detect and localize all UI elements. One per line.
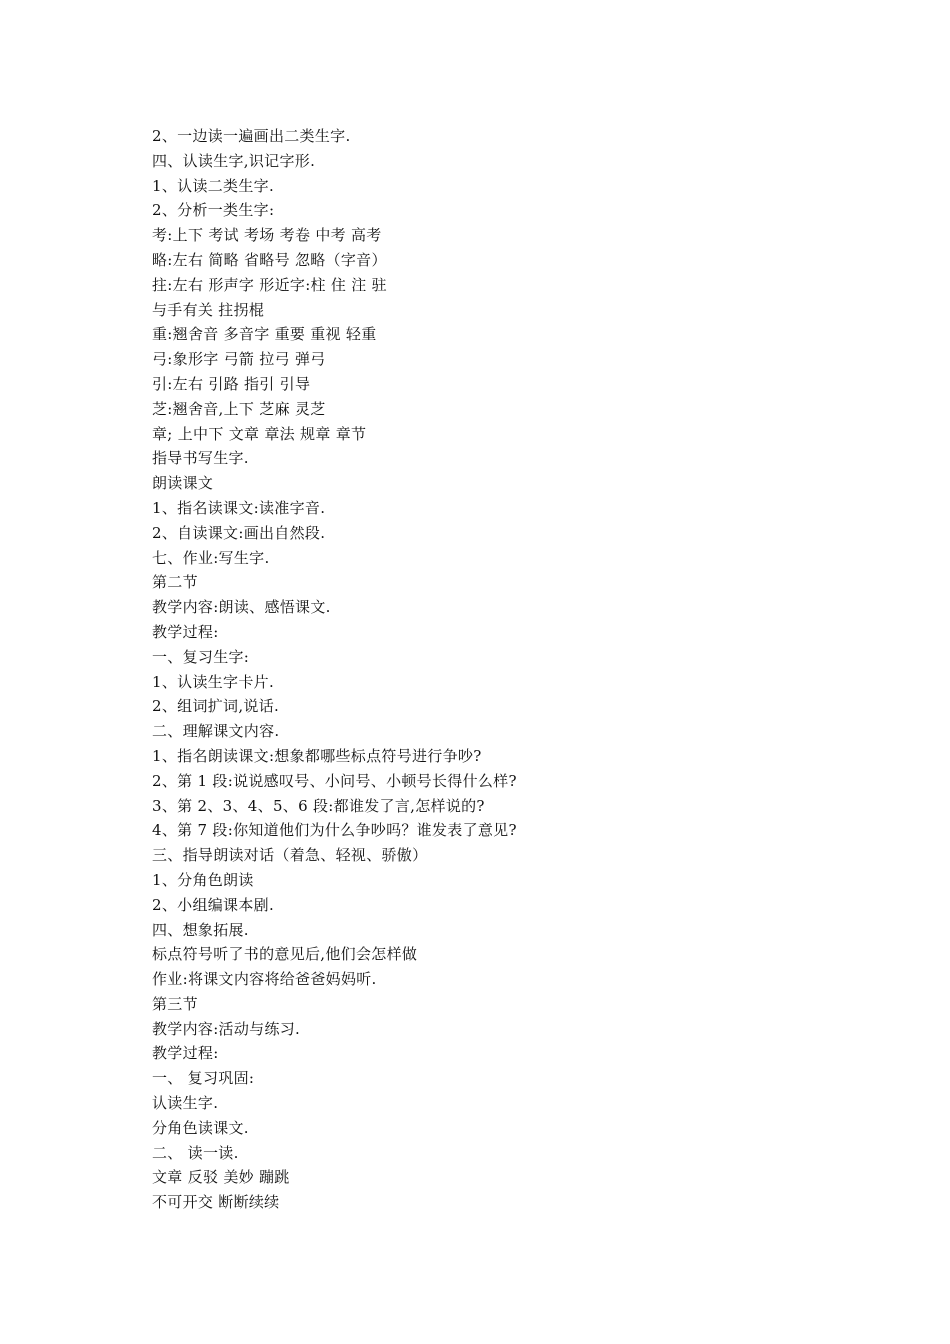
section-heading: 四、认读生字,识记字形. bbox=[152, 151, 316, 170]
text-line: 2、分析一类生字: bbox=[152, 201, 275, 220]
character-analysis-line: 略:左右 简略 省略号 忽略（字音） bbox=[152, 250, 387, 269]
text-line: 4、第 7 段:你知道他们为什么争吵吗？谁发表了意见? bbox=[152, 821, 517, 840]
text-line: 1、分角色朗读 bbox=[152, 870, 254, 889]
section-heading: 二、 读一读. bbox=[152, 1143, 239, 1162]
text-line: 教学过程: bbox=[152, 1044, 219, 1063]
text-line: 2、自读课文:画出自然段. bbox=[152, 523, 326, 542]
character-analysis-line: 章; 上中下 文章 章法 规章 章节 bbox=[152, 424, 367, 443]
vocabulary-line: 文章 反驳 美妙 蹦跳 bbox=[152, 1168, 290, 1187]
text-line: 2、第 1 段:说说感叹号、小问号、小顿号长得什么样? bbox=[152, 771, 517, 790]
section-heading: 四、想象拓展. bbox=[152, 920, 249, 939]
text-line: 3、第 2、3、4、5、6 段:都谁发了言,怎样说的? bbox=[152, 796, 485, 815]
character-analysis-line: 拄:左右 形声字 形近字:柱 住 注 驻 bbox=[152, 275, 387, 294]
text-line: 1、指名读课文:读准字音. bbox=[152, 498, 326, 517]
document-body bbox=[152, 124, 812, 1215]
character-analysis-line: 芝:翘舍音,上下 芝麻 灵芝 bbox=[152, 399, 326, 418]
text-line: 教学过程: bbox=[152, 622, 219, 641]
text-line: 朗读课文 bbox=[152, 474, 214, 493]
section-heading: 一、 复习巩固: bbox=[152, 1069, 255, 1088]
text-line: 1、认读生字卡片. bbox=[152, 672, 275, 691]
vocabulary-line: 不可开交 断断续续 bbox=[152, 1193, 280, 1212]
text-line: 2、组词扩词,说话. bbox=[152, 697, 280, 716]
text-line: 标点符号听了书的意见后,他们会怎样做 bbox=[152, 945, 418, 964]
text-line: 作业:将课文内容将给爸爸妈妈听. bbox=[152, 970, 377, 989]
text-line: 2、一边读一遍画出二类生字. bbox=[152, 127, 351, 145]
section-heading: 三、指导朗读对话（着急、轻视、骄傲） bbox=[152, 846, 428, 865]
character-analysis-line: 弓:象形字 弓箭 拉弓 弹弓 bbox=[152, 350, 326, 369]
text-line: 指导书写生字. bbox=[152, 449, 249, 468]
text-line: 1、认读二类生字. bbox=[152, 176, 275, 195]
text-line: 教学内容:活动与练习. bbox=[152, 1019, 301, 1038]
section-heading: 七、作业:写生字. bbox=[152, 548, 270, 567]
text-line: 1、指名朗读课文:想象都哪些标点符号进行争吵? bbox=[152, 746, 482, 765]
section-heading: 一、复习生字: bbox=[152, 647, 250, 666]
text-line: 认读生字. bbox=[152, 1094, 219, 1113]
section-heading: 二、理解课文内容. bbox=[152, 722, 280, 741]
character-analysis-line: 与手有关 拄拐棍 bbox=[152, 300, 265, 319]
character-analysis-line: 引:左右 引路 指引 引导 bbox=[152, 374, 311, 393]
character-analysis-line: 重:翘舍音 多音字 重要 重视 轻重 bbox=[152, 325, 377, 344]
character-analysis-line: 考:上下 考试 考场 考卷 中考 高考 bbox=[152, 226, 382, 245]
text-line: 教学内容:朗读、感悟课文. bbox=[152, 598, 331, 617]
text-line: 2、小组编课本剧. bbox=[152, 895, 275, 914]
lesson-heading: 第三节 bbox=[152, 994, 198, 1013]
lesson-heading: 第二节 bbox=[152, 573, 198, 592]
text-line: 分角色读课文. bbox=[152, 1118, 249, 1137]
